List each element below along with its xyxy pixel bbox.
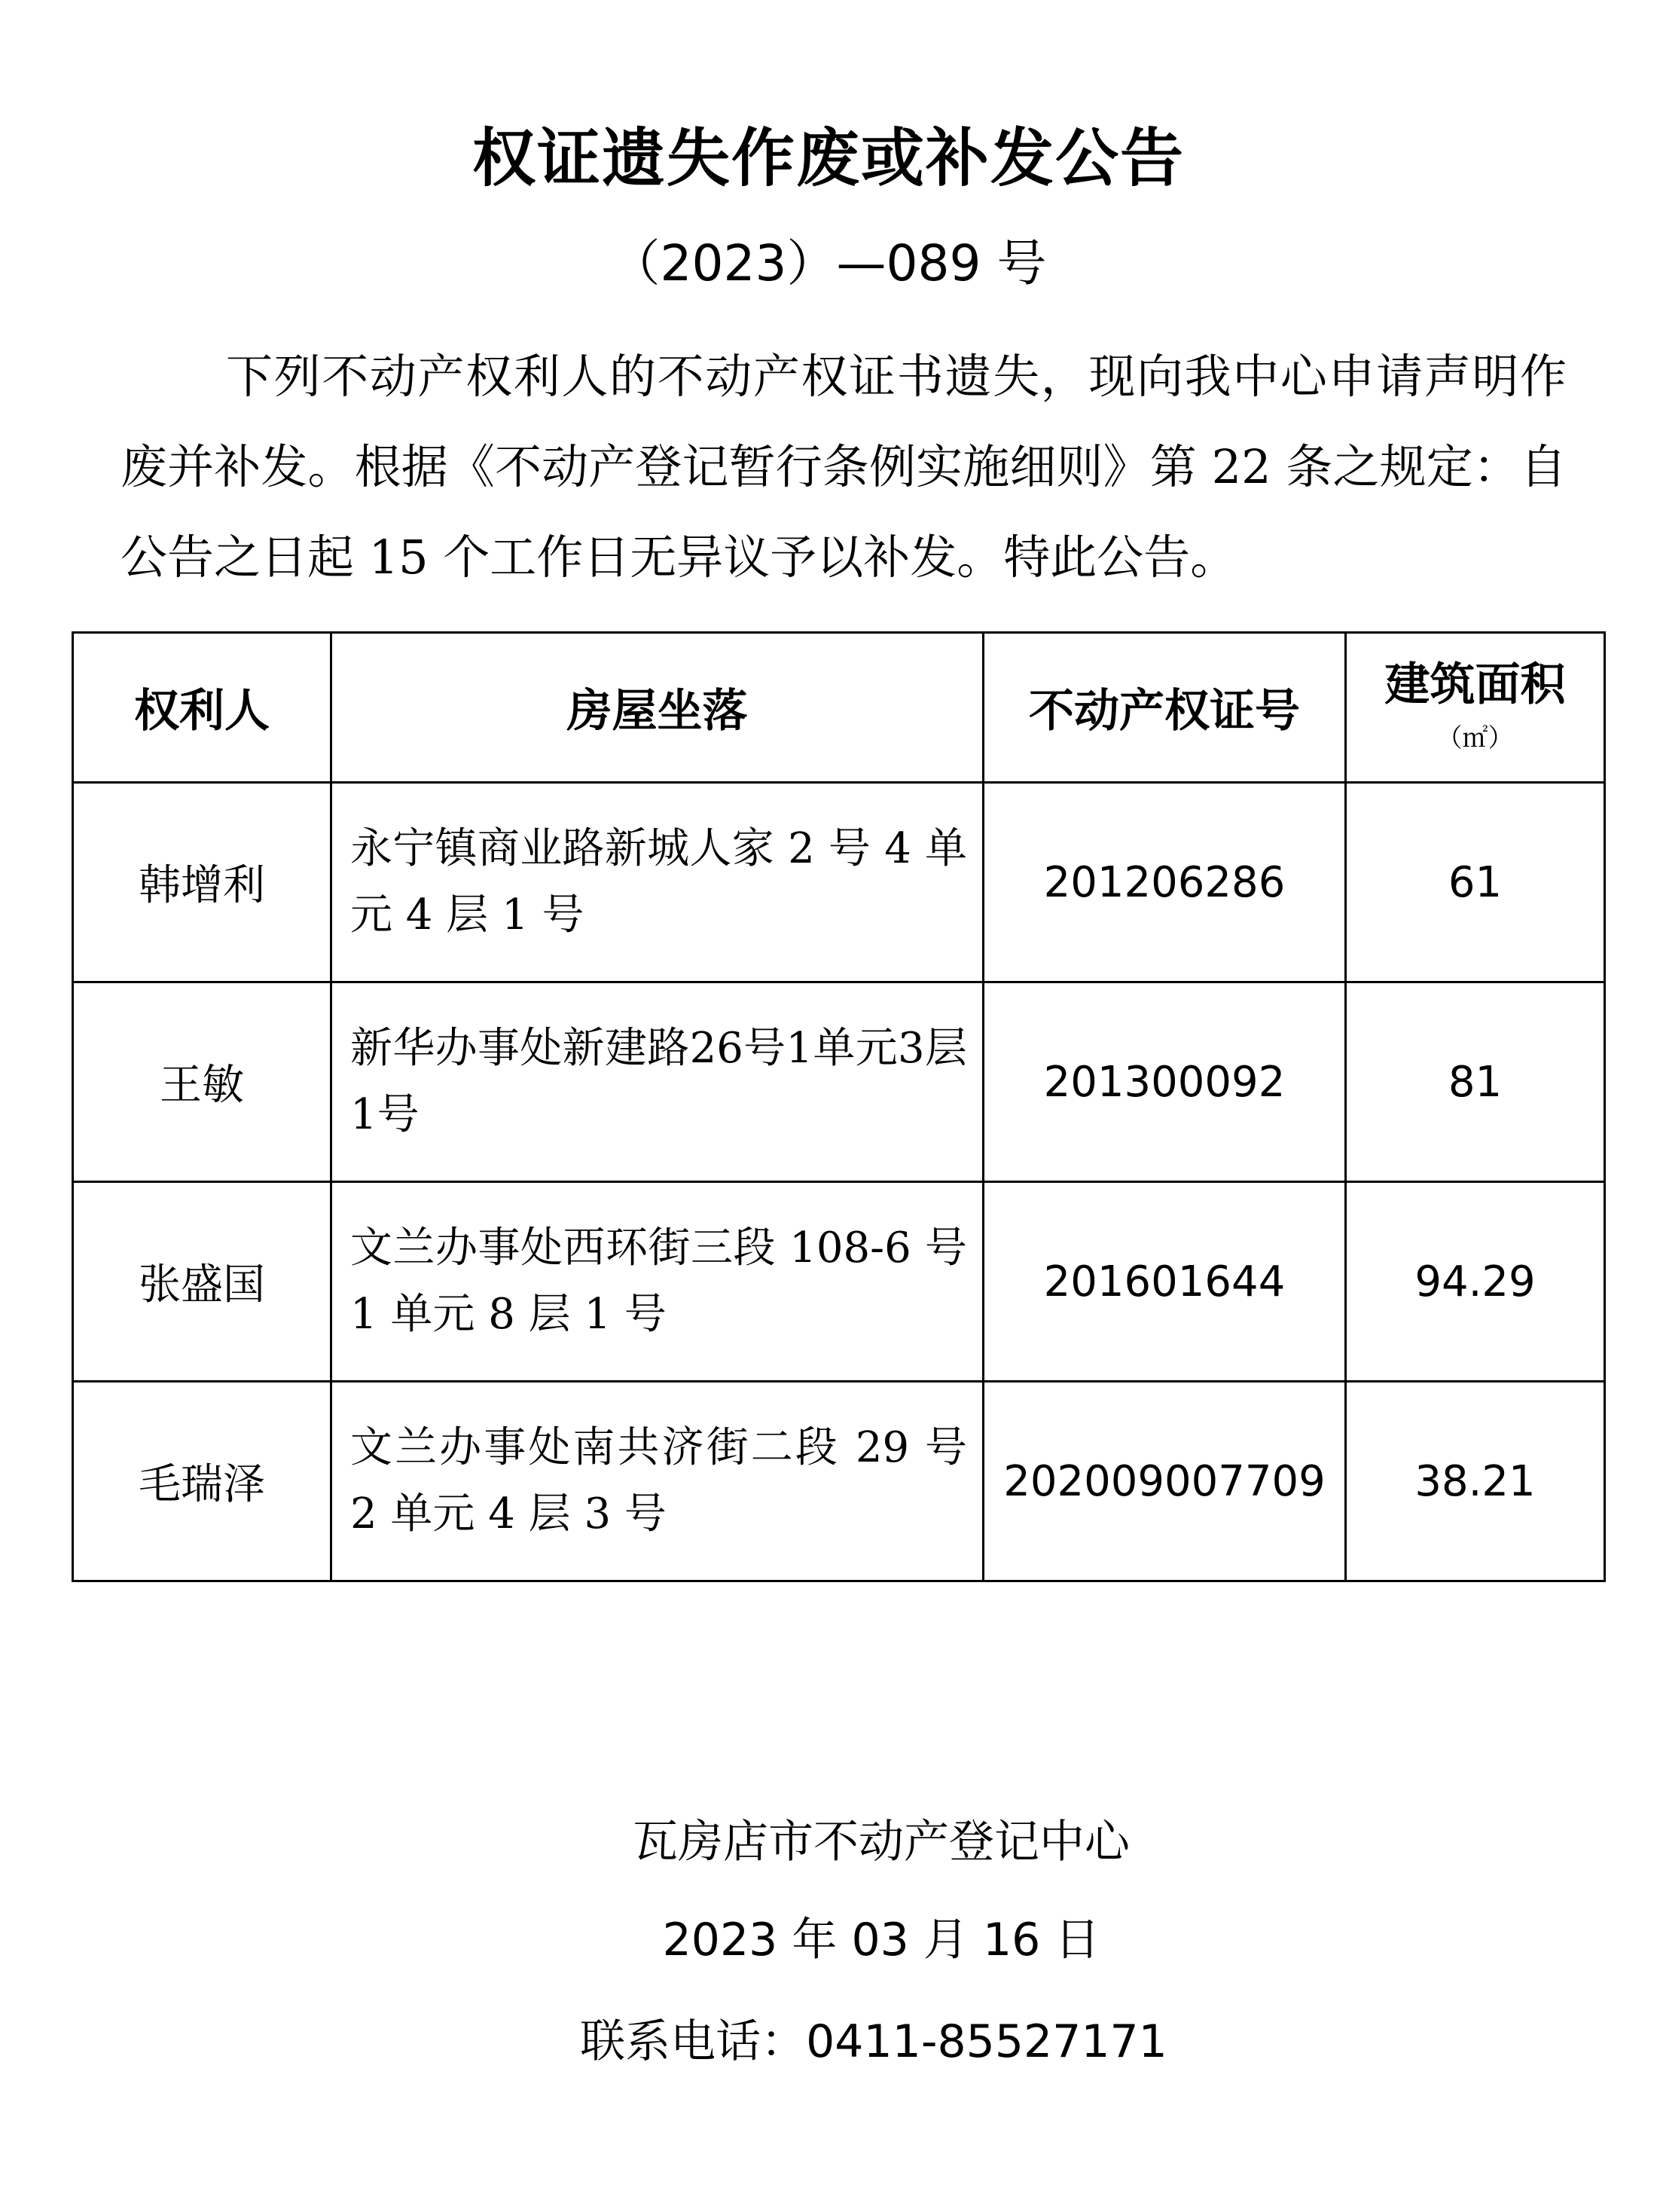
table-header-row bbox=[73, 633, 1605, 783]
cert-cell: 201300092 bbox=[984, 982, 1346, 1182]
header-area-label: 建筑面积 bbox=[1384, 658, 1566, 711]
header-cert: 不动产权证号 bbox=[984, 633, 1346, 783]
cert-cell: 202009007709 bbox=[984, 1382, 1346, 1581]
issue-date: 2023 年 03 月 16 日 bbox=[662, 1914, 1100, 1966]
location-cell: 文兰办事处南共济街二段 29 号 2 单元 4 层 3 号 bbox=[331, 1382, 984, 1581]
owner-cell: 王敏 bbox=[73, 982, 331, 1182]
table-row bbox=[73, 783, 1605, 982]
header-area bbox=[1346, 633, 1605, 783]
owner-cell: 毛瑞泽 bbox=[73, 1382, 331, 1581]
contact-phone: 联系电话：0411-85527171 bbox=[580, 2015, 1167, 2068]
table-row bbox=[73, 982, 1605, 1182]
area-cell: 94.29 bbox=[1346, 1182, 1605, 1382]
owner-cell: 张盛国 bbox=[73, 1182, 331, 1382]
area-cell: 38.21 bbox=[1346, 1382, 1605, 1581]
cert-cell: 201601644 bbox=[984, 1182, 1346, 1382]
location-cell: 文兰办事处西环街三段 108-6 号 1 单元 8 层 1 号 bbox=[331, 1182, 984, 1382]
area-cell: 61 bbox=[1346, 783, 1605, 982]
table-row bbox=[73, 1382, 1605, 1581]
owner-cell: 韩增利 bbox=[73, 783, 331, 982]
notice-number: （2023）—089 号 bbox=[610, 234, 1047, 292]
cert-cell: 201206286 bbox=[984, 783, 1346, 982]
area-cell: 81 bbox=[1346, 982, 1605, 1182]
notice-title: 权证遗失作废或补发公告 bbox=[471, 121, 1185, 195]
header-area-unit: （㎡） bbox=[1436, 723, 1514, 753]
location-cell: 新华办事处新建路26号1单元3层1号 bbox=[331, 982, 984, 1182]
lost-certificate-table bbox=[72, 631, 1606, 1582]
header-location: 房屋坐落 bbox=[331, 633, 984, 783]
location-cell: 永宁镇商业路新城人家 2 号 4 单元 4 层 1 号 bbox=[331, 783, 984, 982]
issuing-organization: 瓦房店市不动产登记中心 bbox=[633, 1816, 1130, 1868]
notice-intro: 下列不动产权利人的不动产权证书遗失，现向我中心申请声明作废并补发。根据《不动产登记暂行条例实施细则》第 22 条之规定：自公告之日起 15 个工作日无异议予以补发。特此公告。 bbox=[121, 349, 1567, 585]
header-owner: 权利人 bbox=[73, 633, 331, 783]
table-row bbox=[73, 1182, 1605, 1382]
